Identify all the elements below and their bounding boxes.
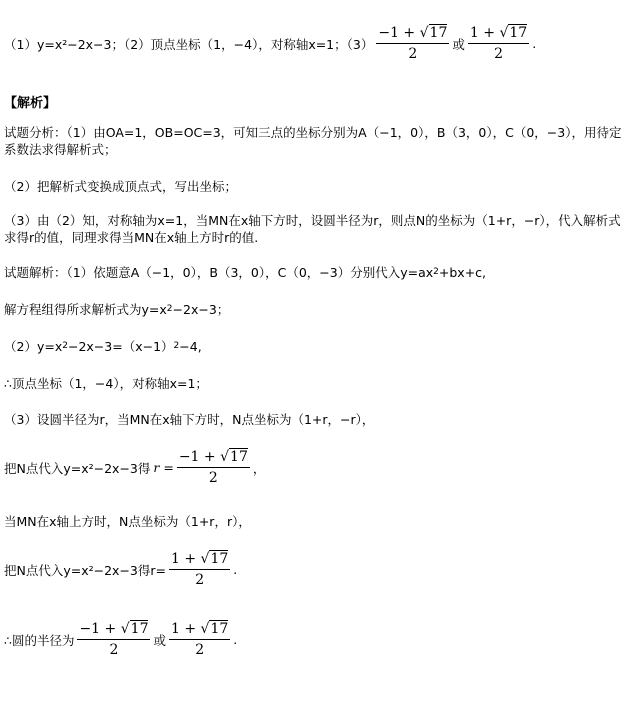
solution-line-7: 当MN在x轴上方时，N点坐标为（1+r，r）， xyxy=(4,514,251,529)
solution-line-5: （3）设圆半径为r，当MN在x轴下方时，N点坐标为（1+r，−r）， xyxy=(4,412,375,427)
answer-line: （1）y=x²−2x−3；（2）顶点坐标（1，−4），对称轴x=1；（3） $\frac{-1 + √17}{2}$ 或 $\frac{1 + √17}{2}$ . xyxy=(4,25,537,62)
answer-or: 或 xyxy=(452,36,465,52)
solution-line-9: ∴圆的半径为 $\frac{-1 + √17}{2}$ 或 $\frac{1 + √17}{2}$ . xyxy=(4,621,238,658)
analysis-line-3: （3）由（2）知，对称轴为x=1，当MN在x轴下方时，设圆半径为r，则点N的坐标为（1+r，−r），代入解析式求得r的值，同理求得当MN在x轴上方时r的值. xyxy=(4,213,621,245)
final-fraction-2: $\frac{1 + √17}{2}$ xyxy=(171,621,229,658)
analysis-heading: 【解析】 xyxy=(4,96,57,111)
analysis-line-2: （2）把解析式变换成顶点式，写出坐标； xyxy=(4,179,237,194)
radius-fraction-above: $\frac{1 + √17}{2}$ xyxy=(171,551,229,588)
answer-text: （1）y=x²−2x−3；（2）顶点坐标（1，−4），对称轴x=1；（3） xyxy=(4,36,374,52)
solution-line-8: 把N点代入y=x²−2x−3得r= $\frac{1 + √17}{2}$ . xyxy=(4,551,238,588)
radius-fraction-below: $\frac{-1 + √17}{2}$ xyxy=(178,449,248,486)
analysis-line-1: 试题分析：（1）由OA=1，OB=OC=3，可知三点的坐标分别为A（−1，0），B（3，0），C（0，−3），用待定系数法求得解析式； xyxy=(4,125,622,157)
solution-line-3: （2）y=x 2 −2x−3=（x−1） 2 −4, xyxy=(4,338,202,354)
solution-line-6: 把N点代入y=x²−2x−3得 r = $\frac{-1 + √17}{2}$ ， xyxy=(4,449,266,486)
solution-line-1: 试题解析：（1）依题意A（−1，0），B（3，0），C（0，−3）分别代入y=ax 2 +bx+c, xyxy=(4,264,487,280)
answer-fraction-2: $\frac{1 + √17}{2}$ xyxy=(469,25,528,62)
final-fraction-1: $\frac{-1 + √17}{2}$ xyxy=(79,621,149,658)
solution-line-4: ∴顶点坐标（1，−4），对称轴x=1； xyxy=(4,376,208,391)
solution-line-2: 解方程组得所求解析式为y=x 2 −2x−3； xyxy=(4,302,230,317)
answer-fraction-1: $\frac{-1 + √17}{2}$ xyxy=(378,25,448,62)
